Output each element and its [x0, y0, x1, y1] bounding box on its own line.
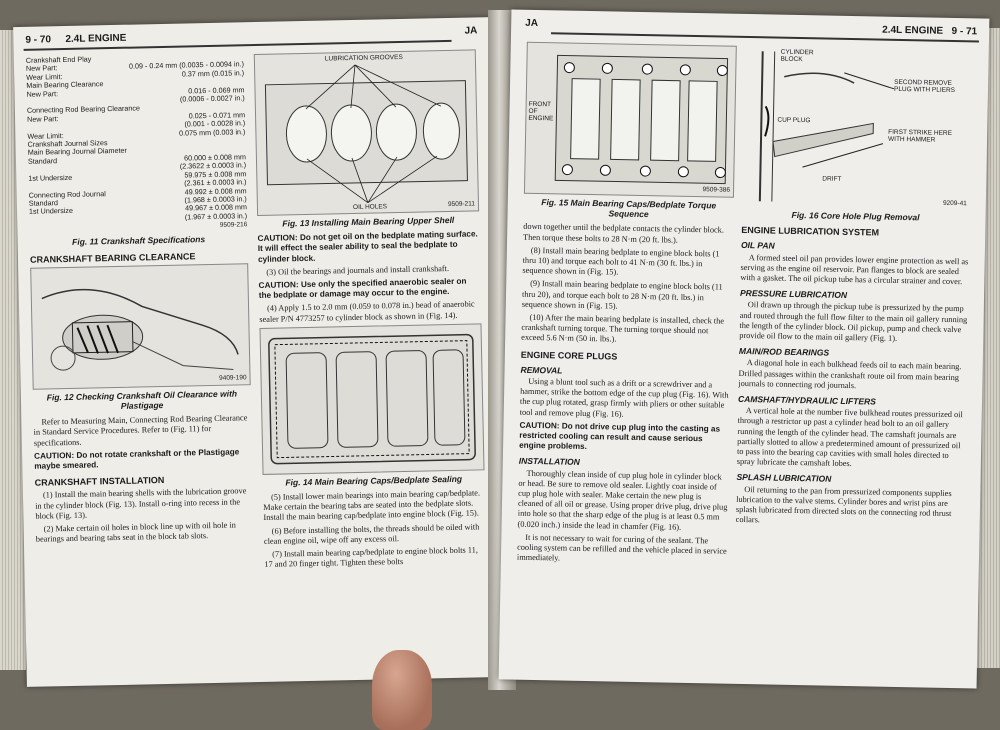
spec-value: (1.967 ± 0.0003 in.)	[185, 212, 247, 222]
para-step7: (7) Install main bearing cap/bedplate to engine block bolts 11, 17 and 20 finger tight. Tighten these bolts	[264, 545, 486, 570]
fig13-number: 9509-211	[448, 199, 475, 210]
left-page-right-column	[254, 47, 487, 573]
spec-value: 0.025 - 0.071 mm	[189, 111, 246, 121]
fig13-label-oilholes: OIL HOLES	[353, 203, 387, 211]
spec-label: Connecting Rod Bearing Clearance	[27, 105, 140, 116]
spec-value: (2.361 ± 0.0003 in.)	[184, 178, 246, 188]
fig16-illustration	[742, 46, 973, 210]
heading-oil-pan: OIL PAN	[741, 240, 969, 255]
para-pressure: Oil drawn up through the pickup tube is pressurized by the pump and routed through the full flow filter to the main oil gallery running the length of the cylinder block. Oil pickup, pump and check valve provide oil flow to the main oil gallery (Fig. 1).	[739, 300, 968, 345]
spec-value: 0.09 - 0.24 mm (0.0035 - 0.0094 in.)	[129, 61, 244, 72]
right-page	[499, 9, 990, 688]
fig15-illustration	[524, 42, 737, 198]
spec-value: 49.967 ± 0.008 mm	[185, 204, 247, 214]
spec-label: New Part:	[27, 115, 59, 124]
fig12-caption: Fig. 12 Checking Crankshaft Oil Clearance with Plastigage	[33, 388, 251, 413]
heading-camshaft: CAMSHAFT/HYDRAULIC LIFTERS	[738, 394, 966, 409]
fig13-caption: Fig. 13 Installing Main Bearing Upper Shell	[257, 214, 479, 229]
fig16-number: 9209-41	[943, 199, 967, 210]
fig15-label-front: FRONT OF ENGINE	[528, 101, 558, 123]
left-page-number: 9 - 70	[25, 34, 51, 46]
spec-label: 1st Undersize	[28, 174, 72, 183]
thumb	[372, 650, 432, 730]
para-torque-cont: down together until the bedplate contacts the cylinder block. Then torque these bolts to 28 N·m (20 ft. lbs.).	[523, 222, 733, 246]
right-page-right-column	[736, 44, 973, 533]
fig16-label-first: FIRST STRIKE HERE WITH HAMMER	[888, 129, 963, 144]
left-column	[26, 52, 254, 548]
para-splash: Oil returning to the pan from pressurized components supplies lubrication to the valve stems. Cylinder bores and wrist pins are splash lubricated from directed slots on the connecting rod thrust collars.	[736, 485, 965, 530]
para-installation-2: It is not necessary to wait for curing of the sealant. The cooling system can be refilled and the vehicle placed in service immediately.	[517, 533, 728, 568]
spec-label: Wear Limit:	[27, 132, 63, 141]
para-refer: Refer to Measuring Main, Connecting Rod Bearing Clearance in Standard Service Procedures. Refer to (Fig. 11) for specifications.	[33, 413, 252, 448]
spec-label: New Part:	[26, 90, 58, 99]
heading-installation: INSTALLATION	[519, 456, 729, 470]
spec-value: 49.992 ± 0.008 mm	[185, 187, 247, 197]
caution-oil: CAUTION: Do not get oil on the bedplate mating surface. It will effect the sealer ability to seal the bedplate to cylinder block.	[258, 230, 481, 265]
spec-label: Wear Limit:	[26, 73, 62, 82]
fig11-number: 9509-216	[29, 220, 247, 235]
fig13-illustration	[254, 49, 479, 216]
right-page-number: 9 - 71	[951, 26, 977, 37]
para-install-1: (1) Install the main bearing shells with the lubrication groove in the cylinder block (Fig. 13). Install o-ring into recess in the block (Fig. 13).	[35, 487, 254, 522]
fig16-label-cup-plug: CUP PLUG	[777, 117, 810, 125]
spec-label: Standard	[28, 157, 57, 166]
para-step8: (8) Install main bearing bedplate to engine block bolts (1 thru 10) and torque each bolt to 41 N·m (30 ft. lbs.) in sequence shown in (Fig. 15).	[522, 246, 733, 281]
fig14-caption: Fig. 14 Main Bearing Caps/Bedplate Sealing	[263, 473, 485, 488]
fig11-caption: Fig. 11 Crankshaft Specifications	[30, 234, 248, 249]
para-main-rod: A diagonal hole in each bulkhead feeds oil to each main bearing. Drilled passages within the crankshaft route oil from main bearing journals to connecting rod journals.	[738, 358, 967, 393]
spec-value: 59.975 ± 0.008 mm	[184, 170, 246, 180]
spec-value: (2.3622 ± 0.0003 in.)	[180, 162, 246, 172]
fig14-illustration	[259, 323, 484, 475]
heading-clearance: CRANKSHAFT BEARING CLEARANCE	[30, 250, 248, 265]
heading-lubrication: ENGINE LUBRICATION SYSTEM	[741, 225, 969, 240]
para-step6: (6) Before installing the bolts, the threads should be oiled with clean engine oil, wipe off any excess oil.	[264, 522, 486, 547]
spec-label: 1st Undersize	[29, 207, 73, 216]
spec-label: New Part:	[26, 65, 58, 74]
spec-value: (1.968 ± 0.0003 in.)	[184, 195, 246, 205]
spec-table	[26, 52, 247, 225]
left-tab: JA	[464, 25, 477, 36]
heading-install: CRANKSHAFT INSTALLATION	[35, 473, 253, 488]
caution-cup: CAUTION: Do not drive cup plug into the casting as restricted cooling can result and cause serious engine problems.	[519, 421, 730, 456]
fig12-number: 9409-190	[219, 373, 247, 384]
para-installation: Thoroughly clean inside of cup plug hole in cylinder block or head. Be sure to remove old sealer. Lightly coat inside of cup plug hole with sealer. Make certain the new plug is cleaned of all oil or grease. Using proper drive plug, drive plug into hole so that the sharp edge of the plug is at least 0.5 mm (0.020 inch.) inside the lead in chamfer (Fig. 16).	[517, 468, 728, 533]
fig16-label-cylinder-block: CYLINDER BLOCK	[781, 49, 831, 64]
fig15-number: 9509-386	[702, 185, 730, 196]
spec-label: Main Bearing Journal Diameter	[28, 147, 127, 157]
spec-label: Connecting Rod Journal	[29, 190, 106, 200]
heading-splash: SPLASH LUBRICATION	[736, 472, 964, 487]
para-step9: (9) Install main bearing bedplate to engine block bolts (11 thru 20), and torque each bolt to 28 N·m (20 ft. lbs.) in sequence shown in (Fig. 15).	[522, 279, 733, 314]
spec-value: 0.016 - 0.069 mm	[188, 86, 245, 96]
fig12-illustration	[30, 263, 251, 390]
right-page-left-column	[517, 40, 737, 570]
caution-sealer: CAUTION: Use only the specified anaerobic sealer on the bedplate or damage may occur to the engine.	[259, 276, 481, 301]
heading-main-rod: MAIN/ROD BEARINGS	[739, 346, 967, 361]
fig16-label-drift: DRIFT	[822, 175, 841, 182]
para-step4: (4) Apply 1.5 to 2.0 mm (0.059 to 0.078 in.) bead of anaerobic sealer P/N 4773257 to cylinder block as shown in (Fig. 14).	[259, 300, 481, 325]
fig16-label-second: SECOND REMOVE PLUG WITH PLIERS	[894, 79, 964, 94]
caution-rotate: CAUTION: Do not rotate crankshaft or the Plastigage maybe smeared.	[34, 447, 252, 472]
left-page	[13, 17, 505, 687]
fig15-caption: Fig. 15 Main Bearing Caps/Bedplate Torque Sequence	[523, 197, 733, 221]
spec-value: 60.000 ± 0.008 mm	[184, 153, 246, 163]
spec-value: (0.0006 - 0.0027 in.)	[180, 94, 245, 104]
para-camshaft: A vertical hole at the number five bulkhead routes pressurized oil through a restrictor up past a cylinder head bolt to an oil gallery running the length of the cylinder head. The camshaft journals are partially slotted to allow a predetermined amount of pressurized oil to pass into the bearing cap cavities with small holes directed to spray lubricate the camshaft lobes.	[737, 406, 966, 472]
fig16-caption: Fig. 16 Core Hole Plug Removal	[741, 209, 969, 224]
heading-removal: REMOVAL	[520, 365, 730, 379]
fig13-label-grooves: LUBRICATION GROOVES	[325, 54, 403, 63]
right-section-title: 2.4L ENGINE	[882, 25, 943, 37]
heading-pressure: PRESSURE LUBRICATION	[740, 288, 968, 303]
para-step5: (5) Install lower main bearings into main bearing cap/bedplate. Make certain the bearing tabs are seated into the bedplate slots. Install the main bearing cap/bedplate into engine block (Fig. 15).	[263, 488, 486, 523]
spec-value: 0.37 mm (0.015 in.)	[182, 69, 244, 79]
para-oil-pan: A formed steel oil pan provides lower engine protection as well as serving as the engine oil reservoir. Pan flanges to block are sealed with a gasket. The oil pickup tube has a circular strainer and cover.	[740, 253, 969, 288]
spec-value: 0.075 mm (0.003 in.)	[179, 128, 245, 138]
para-step3: (3) Oil the bearings and journals and install crankshaft.	[258, 263, 480, 278]
para-removal: Using a blunt tool such as a drift or a screwdriver and a hammer, strike the bottom edge of the cup plug (Fig. 16). With the cup plug rotated, grasp firmly with pliers or other suitable tool and remove plug (Fig. 16).	[520, 377, 731, 422]
right-tab: JA	[525, 18, 538, 29]
spec-label: Main Bearing Clearance	[26, 80, 103, 90]
spec-label: Crankshaft Journal Sizes	[28, 139, 108, 149]
spec-label: Standard	[29, 199, 58, 208]
spec-value: (0.001 - 0.0028 in.)	[184, 119, 245, 129]
para-install-2: (2) Make certain oil holes in block line up with oil hole in bearings and bearing tabs seat in the block tab slots.	[36, 520, 254, 545]
heading-core-plugs: ENGINE CORE PLUGS	[521, 349, 731, 363]
spec-label: Crankshaft End Play	[26, 55, 92, 65]
left-section-title: 2.4L ENGINE	[65, 33, 126, 45]
para-step10: (10) After the main bearing bedplate is installed, check the crankshaft turning torque. The turning torque should not exceed 5.6 N·m (50 in. lbs.).	[521, 313, 732, 348]
